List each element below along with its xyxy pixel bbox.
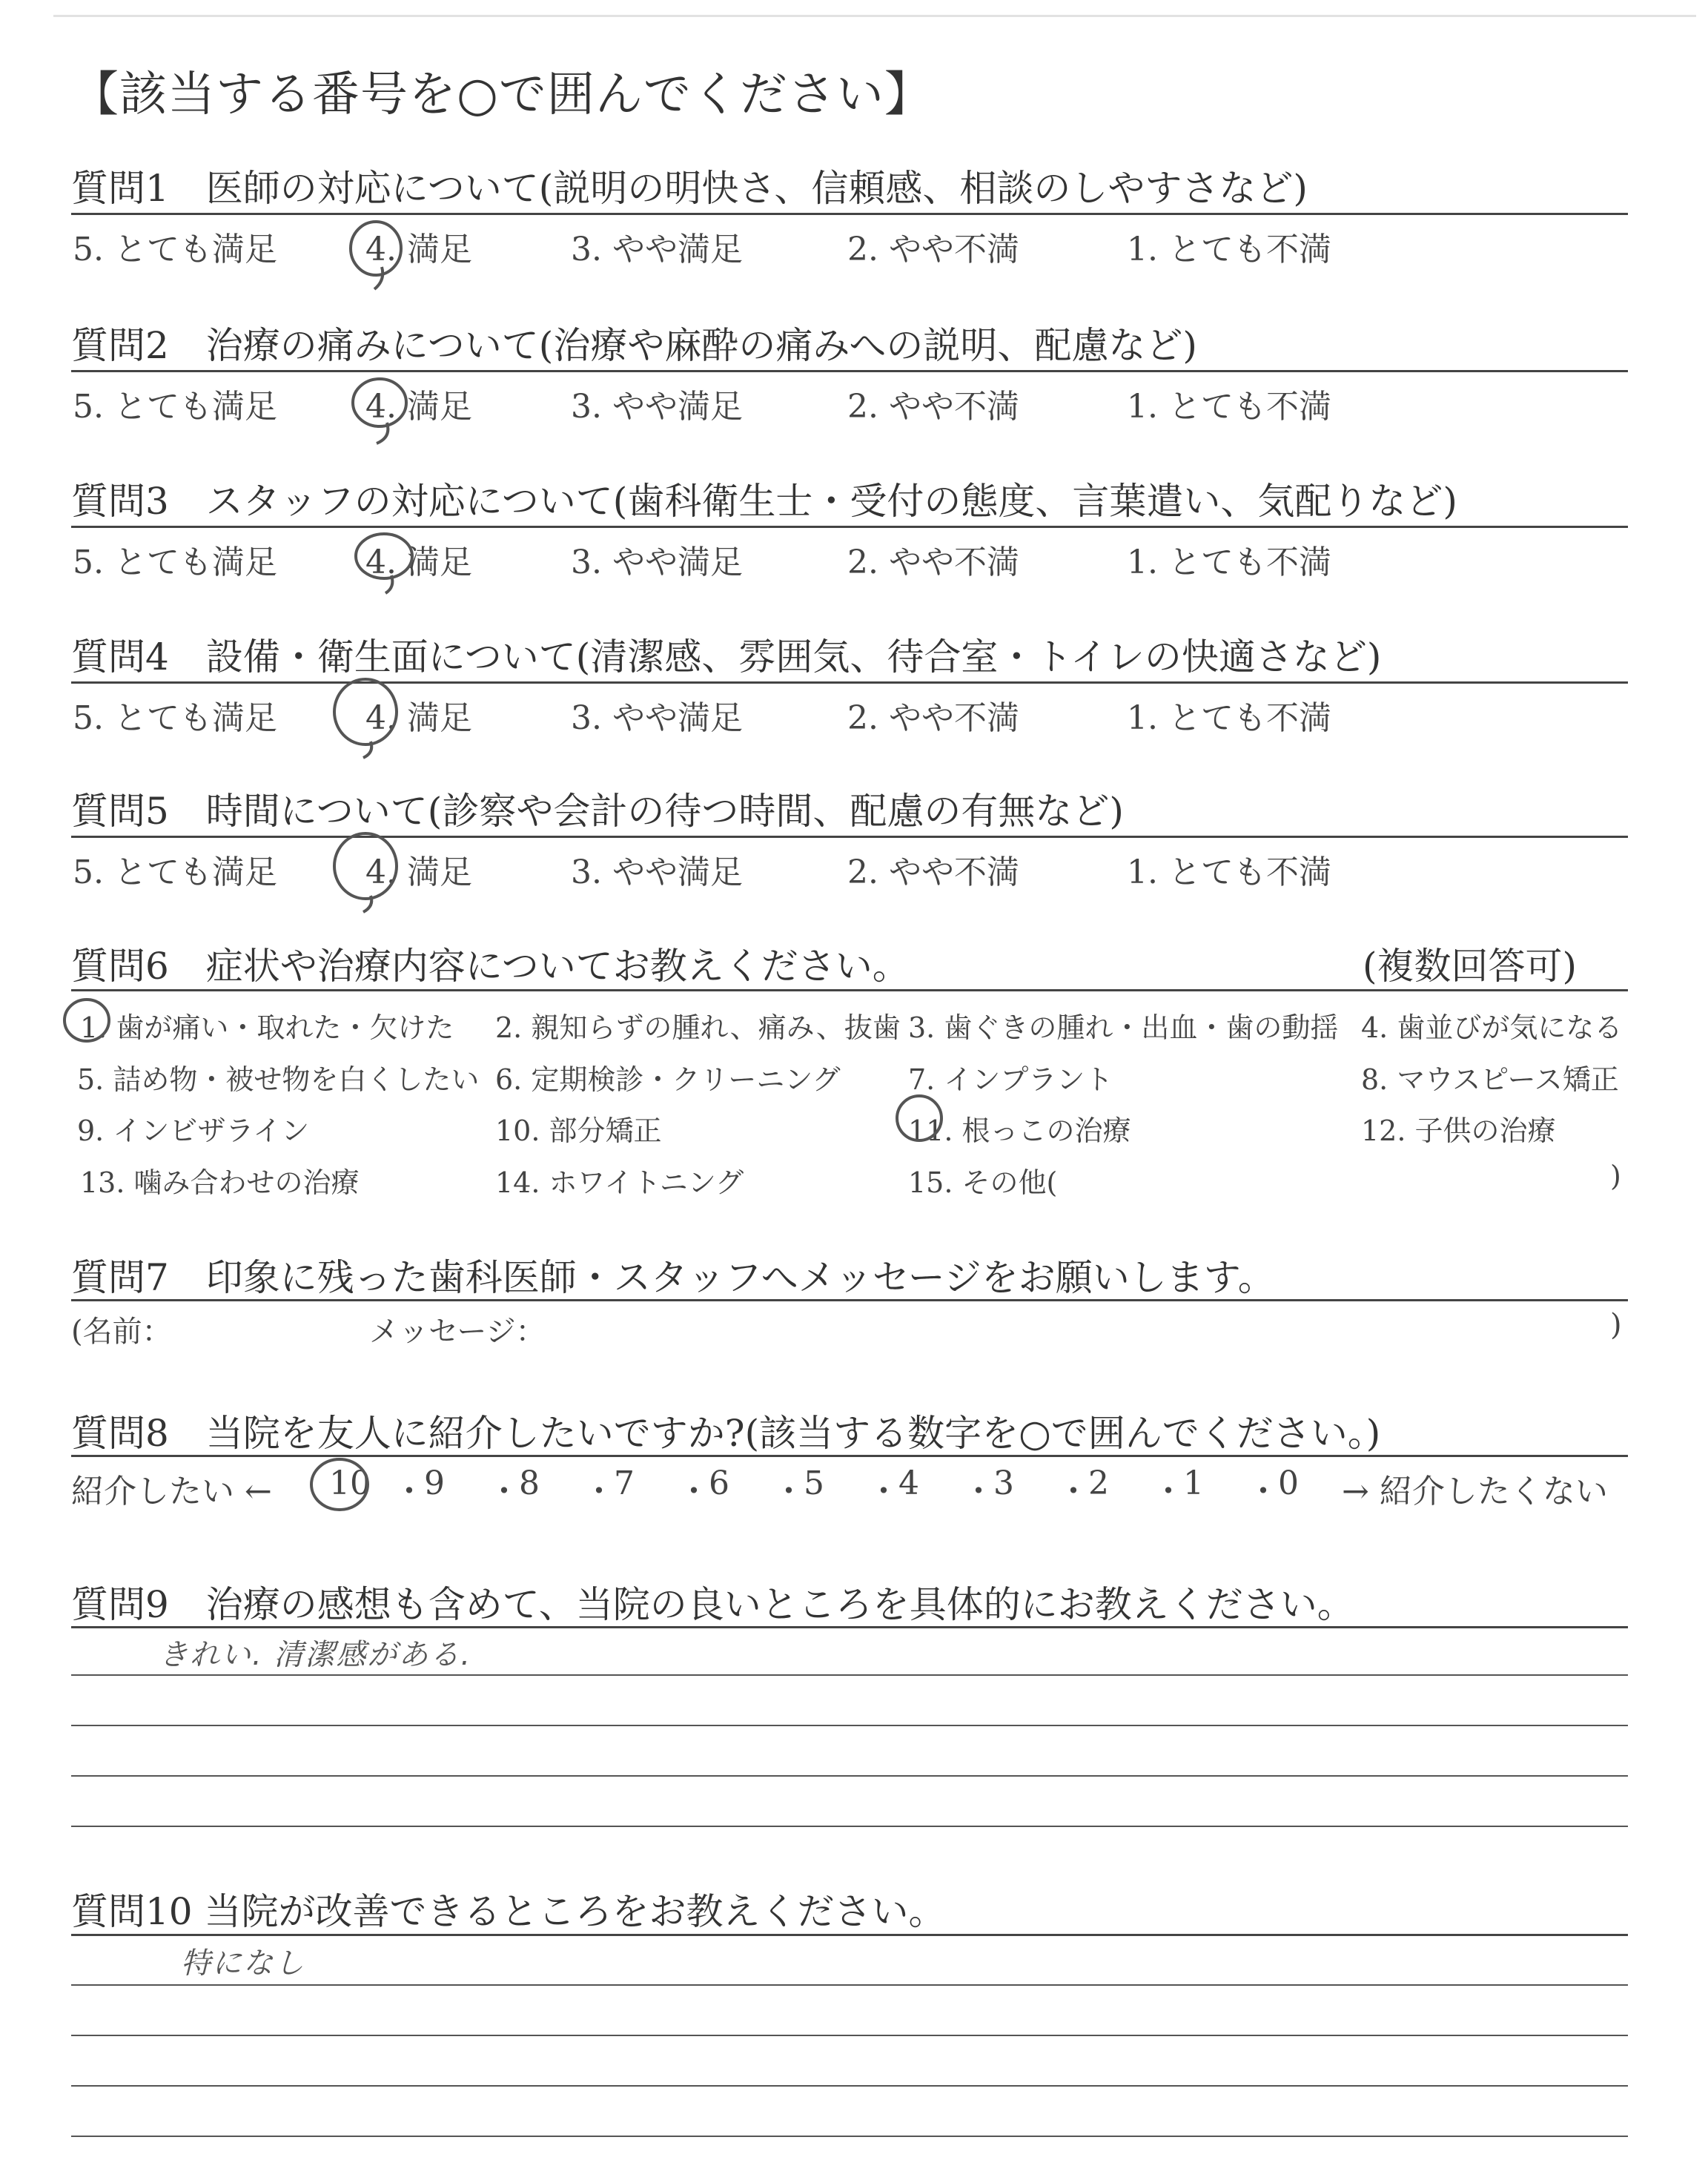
q6-option-1[interactable]: 1. 歯が痛い・取れた・欠けた [80,1011,454,1044]
q8-scale-6[interactable]: 6 [709,1464,729,1502]
q6-option-8[interactable]: 8. マウスピース矯正 [1361,1063,1619,1096]
q5-option-4[interactable]: 4. 満足 [365,853,472,891]
q1-option-4[interactable]: 4. 満足 [365,231,472,268]
question-8-rule [71,1455,1628,1457]
q6-option-4[interactable]: 4. 歯並びが気になる [1361,1011,1623,1044]
question-10-title: 質問10 当院が改善できるところをお教えください。 [71,1890,946,1933]
q2-option-1[interactable]: 1. とても不満 [1127,388,1331,426]
q6-option-12[interactable]: 12. 子供の治療 [1361,1114,1556,1147]
question-6-rule [71,989,1628,991]
q5-option-5[interactable]: 5. とても満足 [73,853,277,891]
q4-option-5[interactable]: 5. とても満足 [73,699,277,737]
q8-scale-separator: ・ [867,1473,900,1510]
q6-option-10[interactable]: 10. 部分矯正 [495,1114,662,1147]
q6-option-15-close: ) [1610,1160,1621,1192]
q8-scale-separator: ・ [1152,1473,1185,1510]
q8-scale-4[interactable]: 4 [898,1464,919,1502]
q10-answer-line [71,2085,1628,2087]
q6-option-3[interactable]: 3. 歯ぐきの腫れ・出血・歯の動揺 [908,1011,1339,1044]
q8-scale-0[interactable]: 0 [1278,1464,1299,1502]
q10-answer-line [71,1984,1628,1986]
q6-option-5[interactable]: 5. 詰め物・被せ物を白くしたい [77,1063,480,1096]
q8-scale-separator: ・ [488,1473,520,1510]
q9-answer-line [71,1725,1628,1726]
q10-answer-line [71,2136,1628,2137]
question-3-title: 質問3 スタッフの対応について(歯科衛生士・受付の態度、言葉遣い、気配りなど) [71,480,1457,523]
q6-option-15[interactable]: 15. その他( [908,1166,1058,1199]
q8-scale-separator: ・ [1247,1473,1280,1510]
q8-right-label: → 紹介したくない [1342,1473,1608,1510]
question-1-title: 質問1 医師の対応について(説明の明快さ、信頼感、相談のしやすさなど) [71,167,1308,210]
question-7-rule [71,1299,1628,1301]
q6-option-14[interactable]: 14. ホワイトニング [495,1166,744,1199]
q4-option-4[interactable]: 4. 満足 [365,699,472,737]
q8-scale-1[interactable]: 1 [1183,1464,1204,1502]
q6-option-6[interactable]: 6. 定期検診・クリーニング [495,1063,841,1096]
q4-option-3[interactable]: 3. やや満足 [571,699,743,737]
question-4-rule [71,681,1628,684]
q9-answer-line [71,1826,1628,1827]
question-2-title: 質問2 治療の痛みについて(治療や麻酔の痛みへの説明、配慮など) [71,324,1197,367]
q6-option-13[interactable]: 13. 噛み合わせの治療 [80,1166,360,1199]
q1-option-5[interactable]: 5. とても満足 [73,231,277,268]
question-5-title: 質問5 時間について(診察や会計の待つ時間、配慮の有無など) [71,790,1124,833]
q10-answer-line [71,2035,1628,2036]
q3-option-4[interactable]: 4. 満足 [365,544,472,581]
q6-option-9[interactable]: 9. インビザライン [77,1114,310,1147]
q8-scale-7[interactable]: 7 [614,1464,635,1502]
q6-option-7[interactable]: 7. インプラント [908,1063,1113,1096]
q8-scale-separator: ・ [583,1473,615,1510]
question-7-title: 質問7 印象に残った歯科医師・スタッフへメッセージをお願いします。 [71,1256,1275,1299]
q2-option-5[interactable]: 5. とても満足 [73,388,277,426]
q1-selection-stroke [374,267,383,289]
q2-option-3[interactable]: 3. やや満足 [571,388,743,426]
q9-answer-line [71,1674,1628,1676]
question-10-rule [71,1934,1628,1936]
q8-scale-9[interactable]: 9 [424,1464,445,1502]
question-5-rule [71,836,1628,838]
q2-option-2[interactable]: 2. やや不満 [847,388,1019,426]
question-8-title: 質問8 当院を友人に紹介したいですか?(該当する数字を○で囲んでください。) [71,1412,1381,1455]
q4-option-2[interactable]: 2. やや不満 [847,699,1019,737]
q10-handwritten-answer[interactable]: 特になし [181,1946,305,1981]
page-title: 【該当する番号を○で囲んでください】 [71,67,933,122]
q8-scale-10[interactable]: 10 [329,1464,371,1502]
q8-scale-separator: ・ [393,1473,426,1510]
q8-left-label: 紹介したい ← [71,1473,272,1510]
q8-scale-3[interactable]: 3 [993,1464,1014,1502]
question-9-title: 質問9 治療の感想も含めて、当院の良いところを具体的にお教えください。 [71,1583,1354,1626]
q5-option-3[interactable]: 3. やや満足 [571,853,743,891]
q8-scale-2[interactable]: 2 [1088,1464,1109,1502]
q9-answer-line [71,1775,1628,1777]
q1-option-3[interactable]: 3. やや満足 [571,231,743,268]
q3-option-1[interactable]: 1. とても不満 [1127,544,1331,581]
q3-option-2[interactable]: 2. やや不満 [847,544,1019,581]
q5-selection-stroke [363,896,371,912]
q1-option-2[interactable]: 2. やや不満 [847,231,1019,268]
q5-option-2[interactable]: 2. やや不満 [847,853,1019,891]
question-3-rule [71,526,1628,528]
top-border [53,15,1696,17]
q8-scale-8[interactable]: 8 [519,1464,540,1502]
q3-option-5[interactable]: 5. とても満足 [73,544,277,581]
q4-option-1[interactable]: 1. とても不満 [1127,699,1331,737]
q6-option-11[interactable]: 11. 根っこの治療 [908,1114,1131,1147]
q6-option-2[interactable]: 2. 親知らずの腫れ、痛み、抜歯 [495,1011,901,1044]
q8-scale-separator: ・ [962,1473,995,1510]
q8-scale-separator: ・ [678,1473,710,1510]
q5-option-1[interactable]: 1. とても不満 [1127,853,1331,891]
q7-message-label: メッセージ： [369,1315,546,1349]
q2-option-4[interactable]: 4. 満足 [365,388,472,426]
q7-close-paren: ) [1610,1308,1622,1342]
question-4-title: 質問4 設備・衛生面について(清潔感、雰囲気、待合室・トイレの快適さなど) [71,635,1382,678]
question-9-rule [71,1626,1628,1628]
q3-option-3[interactable]: 3. やや満足 [571,544,743,581]
q8-scale-5[interactable]: 5 [804,1464,824,1502]
question-6-title: 質問6 症状や治療内容についてお教えください。 [71,945,910,988]
q8-scale-separator: ・ [772,1473,805,1510]
q9-handwritten-answer[interactable]: きれい. 清潔感がある. [159,1638,472,1672]
question-1-rule [71,213,1628,215]
q4-selection-stroke [363,742,371,758]
question-2-rule [71,370,1628,372]
question-6-note: (複数回答可) [1363,945,1578,988]
q8-scale-separator: ・ [1057,1473,1090,1510]
q1-option-1[interactable]: 1. とても不満 [1127,231,1331,268]
q7-name-label: (名前： [71,1315,172,1349]
